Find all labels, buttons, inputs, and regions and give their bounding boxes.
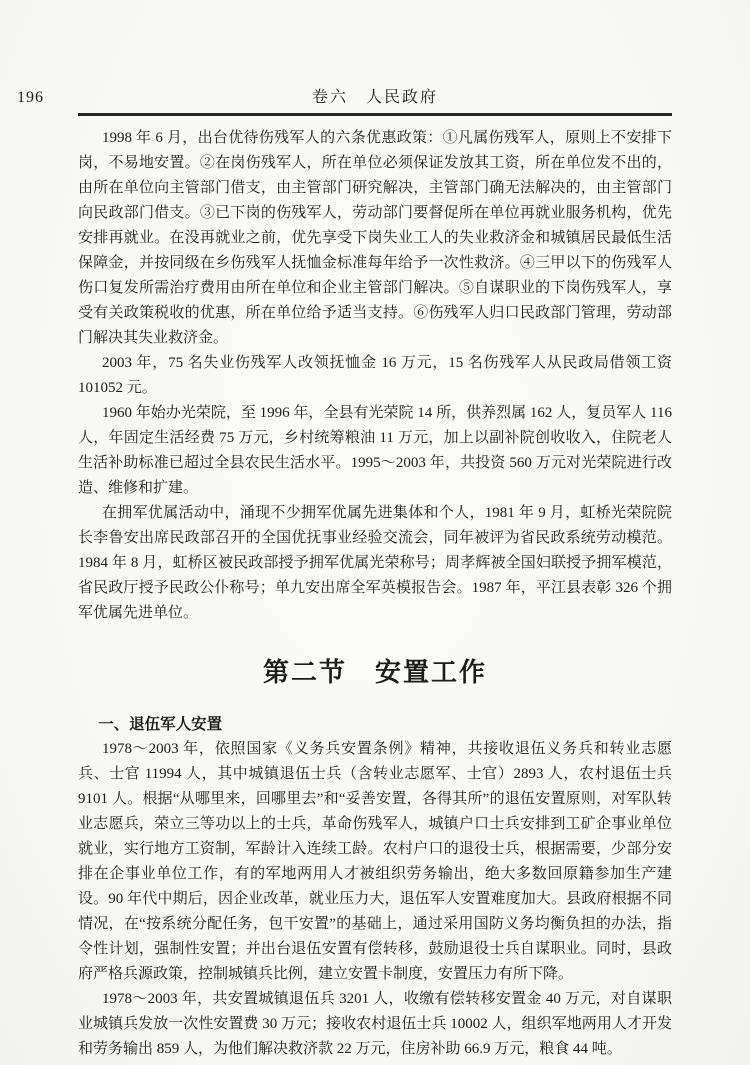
subsection-heading: 一、退伍军人安置 xyxy=(98,716,223,733)
page-header xyxy=(0,0,750,108)
paragraph-disabled-soldiers-policies: 1998 年 6 月，出台优待伤残军人的六条优惠政策：①凡属伤残军人，原则上不安排下岗，不易地安置。②在岗伤残军人，所在单位必须保证发放其工资，所在单位发不出的，由所在单位向主管部门借支，由主管部门研究解决，主管部门确无法解决的，由主管部门向民政部门借支。③已下岗的伤残军人，劳动部门要督促所在单位再就业服务机构，优先安排再就业。在没再就业之前，优先享受下岗失业工人的失业救济金和城镇居民最低生活保障金，并按同级在乡伤残军人抚恤金标准每年给予一次性救济。④三甲以下的伤残军人伤口复发所需治疗费用由所在单位和企业主管部门解决。⑤自谋职业的下岗伤残军人，享受有关政策税收的优惠，所在单位给予适当支持。⑥伤残军人归口民政部门管理，劳动部门解决其失业救济金。 xyxy=(78,130,672,346)
page-number: 196 xyxy=(17,89,44,106)
paragraph-glory-homes: 1960 年始办光荣院，至 1996 年，全县有光荣院 14 所，供养烈属 162 人，复员军人 116 人，年固定生活经费 75 万元，乡村统筹粮油 11 万元，加上以副补院创收收入，住院老人生活补助标准已超过全县农民生活水平。1995～2003 年，共投资 560 万元对光荣院进行改造、维修和扩建。 xyxy=(78,405,672,496)
page-body xyxy=(78,126,672,1062)
paragraph-veteran-resettlement-policy: 1978～2003 年，依照国家《义务兵安置条例》精神，共接收退伍义务兵和转业志愿兵、士官 11994 人，其中城镇退伍士兵（含转业志愿军、士官）2893 人，农村退伍士兵 9101 人。根据“从哪里来，回哪里去”和“妥善安置，各得其所”的退伍安置原则，对军队转业志愿兵，荣立三等功以上的士兵，革命伤残军人，城镇户口士兵安排到工矿企事业单位就业，实行地方工资制，军龄计入连续工龄。农村户口的退役士兵，根据需要，少部分安排在企事业单位工作，有的军地两用人才被组织劳务输出，绝大多数回原籍参加生产建设。90 年代中期后，因企业改革，就业压力大，退伍军人安置难度加大。县政府根据不同情况，在“按系统分配任务，包干安置”的基础上，通过采用国防义务均衡负担的办法，指令性计划，强制性安置；并出台退伍安置有偿转移，鼓励退役士兵自谋职业。同时，县政府严格兵源政策，控制城镇兵比例，建立安置卡制度，安置压力有所下降。 xyxy=(78,741,672,982)
paragraph-veteran-resettlement-stats: 1978～2003 年，共安置城镇退伍兵 3201 人，收缴有偿转移安置金 40 万元，对自谋职业城镇兵发放一次性安置费 30 万元；接收农村退伍士兵 10002 人，组织军地两用人才开发和劳务输出 859 人，为他们解决救济款 22 万元，住房补助 66.9 万元，粮食 44 吨。 xyxy=(78,991,672,1057)
paragraph-2003-subsidies: 2003 年，75 名失业伤残军人改领抚恤金 16 万元，15 名伤残军人从民政局借领工资 101052 元。 xyxy=(78,355,672,396)
section-heading: 第二节 安置工作 xyxy=(262,657,487,687)
running-header-title: 卷六 人民政府 xyxy=(311,89,438,106)
paragraph-model-units: 在拥军优属活动中，涌现不少拥军优属先进集体和个人，1981 年 9 月，虹桥光荣院院长李鲁安出席民政部召开的全国优抚事业经验交流会，同年被评为省民政系统劳动模范。1984 年 8 月，虹桥区被民政部授予拥军优属光荣称号；周孝辉被全国妇联授予拥军模范，省民政厅授予民政公仆称号；单九安出席全军英模报告会。1987 年，平江县表彰 326 个拥军优属先进单位。 xyxy=(78,505,672,621)
page-content xyxy=(78,113,672,1062)
header-rule xyxy=(78,113,672,116)
